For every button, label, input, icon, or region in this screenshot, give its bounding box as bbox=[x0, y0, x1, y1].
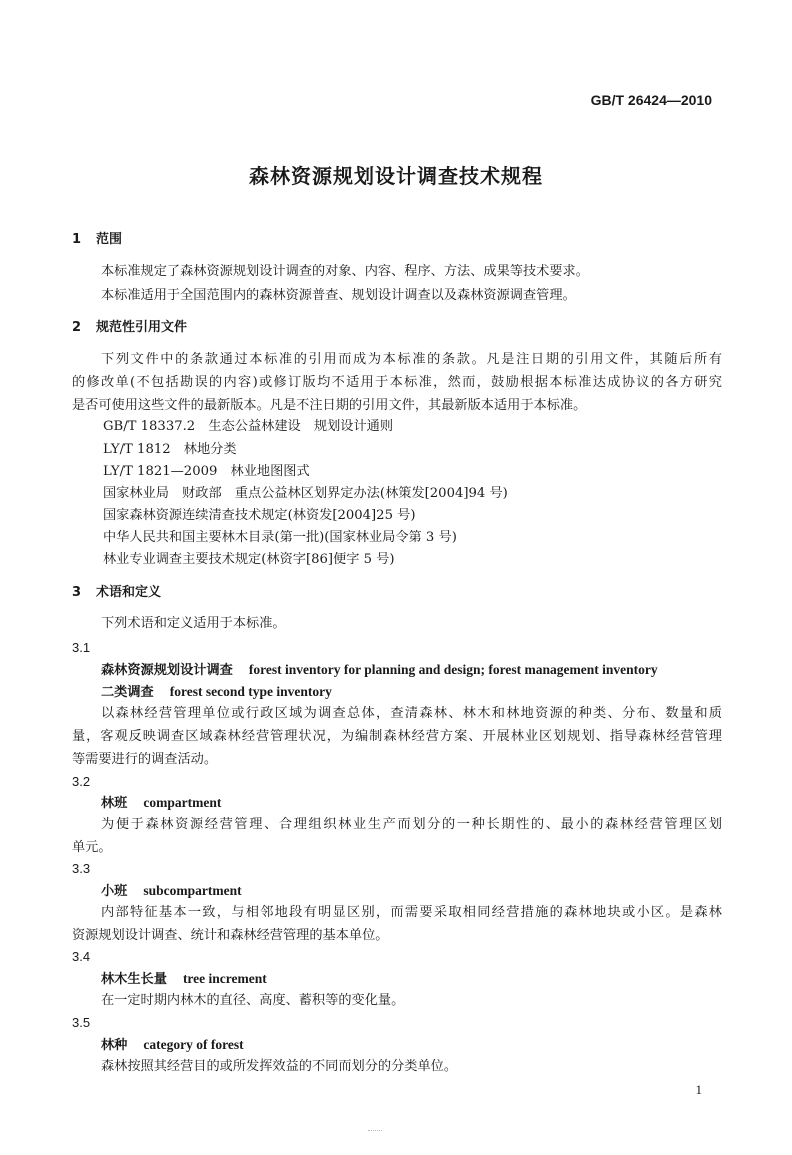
clause-number: 3.2 bbox=[72, 774, 91, 789]
reference-item: 国家林业局 财政部 重点公益林区划界定办法(林策发[2004]94 号) bbox=[103, 486, 508, 501]
term-zh: 小班 bbox=[101, 884, 128, 899]
section-title: 术语和定义 bbox=[96, 585, 162, 600]
paragraph-line: 下列文件中的条款通过本标准的引用而成为本标准的条款。凡是注日期的引用文件，其随后所有 bbox=[101, 352, 722, 367]
term-en: subcompartment bbox=[143, 883, 242, 898]
term-entry bbox=[101, 660, 721, 681]
definition-line: 量，客观反映调查区域森林经营管理状况，为编制森林经营方案、开展林业区划规划、指导森林经营管理 bbox=[72, 729, 722, 744]
term-zh: 林木生长量 bbox=[101, 972, 167, 987]
paragraph: 本标准规定了森林资源规划设计调查的对象、内容、程序、方法、成果等技术要求。 bbox=[101, 264, 589, 279]
paragraph: 下列术语和定义适用于本标准。 bbox=[101, 616, 286, 631]
clause-number: 3.1 bbox=[72, 640, 91, 655]
reference-item: 林业专业调查主要技术规定(林资字[86]便字 5 号) bbox=[103, 552, 395, 567]
definition-line: 在一定时期内林木的直径、高度、蓄积等的变化量。 bbox=[101, 993, 405, 1008]
term-zh: 林种 bbox=[101, 1038, 128, 1053]
term-entry bbox=[101, 1035, 721, 1056]
term-en: category of forest bbox=[143, 1037, 244, 1052]
definition-line: 等需要进行的调查活动。 bbox=[72, 752, 218, 767]
paragraph: 本标准适用于全国范围内的森林资源普查、规划设计调查以及森林资源调查管理。 bbox=[101, 288, 576, 303]
term-alt-zh: 二类调查 bbox=[101, 685, 154, 700]
term-entry bbox=[101, 881, 721, 902]
definition-line: 资源规划设计调查、统计和森林经营管理的基本单位。 bbox=[72, 928, 389, 943]
paragraph-line: 是否可使用这些文件的最新版本。凡是不注日期的引用文件，其最新版本适用于本标准。 bbox=[72, 398, 587, 413]
term-en: tree increment bbox=[182, 971, 267, 986]
term-zh: 森林资源规划设计调查 bbox=[101, 663, 233, 678]
term-entry bbox=[101, 793, 721, 814]
term-en: compartment bbox=[143, 795, 222, 810]
clause-number: 3.4 bbox=[72, 949, 91, 964]
clause-number: 3.5 bbox=[72, 1015, 91, 1030]
term-entry bbox=[101, 969, 721, 990]
section-title: 范围 bbox=[96, 232, 123, 247]
term-alt-entry bbox=[101, 682, 721, 703]
definition-line: 森林按照其经营目的或所发挥效益的不同而划分的分类单位。 bbox=[101, 1059, 458, 1074]
reference-item: GB/T 18337.2 生态公益林建设 规划设计通则 bbox=[103, 419, 394, 434]
standard-code: GB/T 26424—2010 bbox=[590, 92, 712, 108]
definition-line: 为便于森林资源经营管理、合理组织林业生产而划分的一种长期性的、最小的森林经营管理区划 bbox=[101, 817, 722, 832]
section-number: 3 bbox=[72, 585, 82, 600]
clause-number: 3.3 bbox=[72, 861, 91, 876]
section-heading-1 bbox=[72, 230, 722, 250]
term-en: forest inventory for planning and design; forest management inventory bbox=[248, 662, 658, 677]
section-heading-3 bbox=[72, 583, 722, 603]
definition-line: 以森林经营管理单位或行政区域为调查总体，查清森林、林木和林地资源的种类、分布、数量和质 bbox=[101, 706, 722, 721]
definition-line: 内部特征基本一致，与相邻地段有明显区别，而需要采取相同经营措施的森林地块或小区。是森林 bbox=[101, 905, 722, 920]
reference-item: 中华人民共和国主要林木目录(第一批)(国家林业局令第 3 号) bbox=[103, 530, 457, 545]
section-heading-2 bbox=[72, 318, 722, 338]
reference-item: LY/T 1821—2009 林业地图图式 bbox=[103, 464, 310, 479]
paragraph-line: 的修改单(不包括勘误的内容)或修订版均不适用于本标准，然而，鼓励根据本标准达成协议的各方研究 bbox=[72, 375, 722, 390]
page-title: 森林资源规划设计调查技术规程 bbox=[249, 164, 543, 188]
section-number: 2 bbox=[72, 320, 82, 335]
scan-artifact bbox=[368, 1130, 382, 1137]
reference-item: LY/T 1812 林地分类 bbox=[103, 442, 237, 457]
reference-item: 国家森林资源连续清查技术规定(林资发[2004]25 号) bbox=[103, 508, 416, 523]
term-alt-en: forest second type inventory bbox=[169, 684, 332, 699]
section-title: 规范性引用文件 bbox=[96, 320, 188, 335]
section-number: 1 bbox=[72, 232, 82, 247]
page-number: 1 bbox=[695, 1082, 702, 1097]
term-zh: 林班 bbox=[101, 796, 128, 811]
definition-line: 单元。 bbox=[72, 840, 112, 855]
